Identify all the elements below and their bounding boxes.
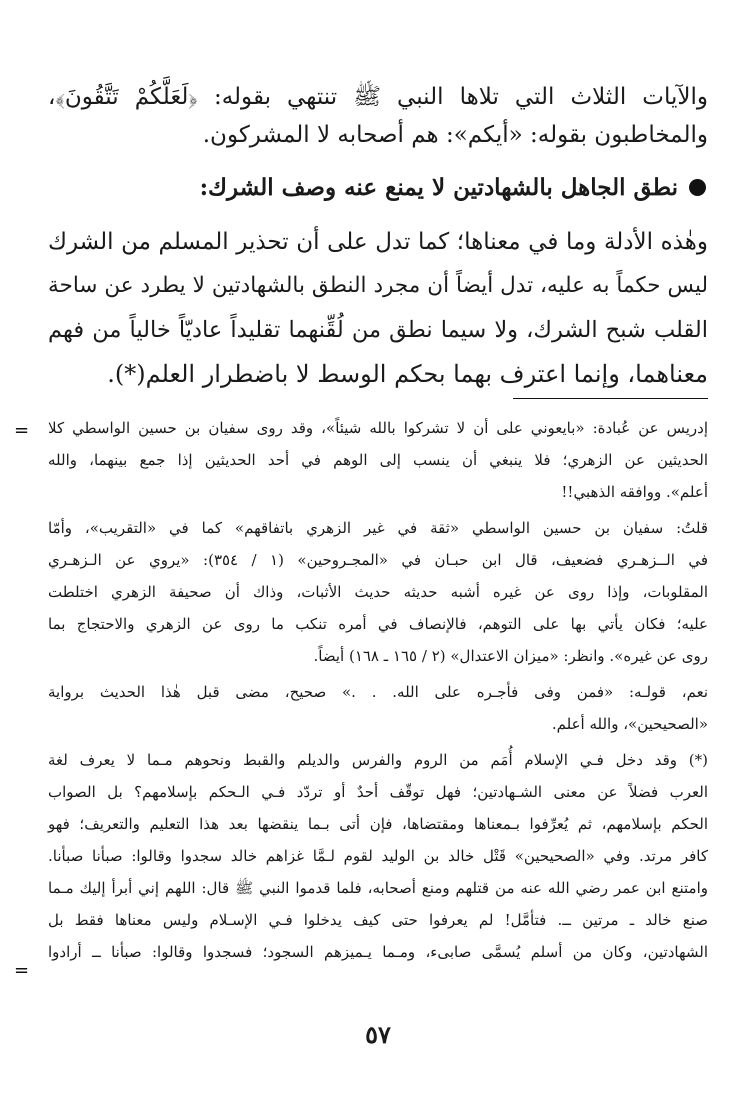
paragraph-1 [48,78,708,154]
footnote-line: نعم، قولـه: «فمن وفى فأجـره على الله. . .» صحيح، مضى قبل هٰذا الحديث برواية [48,683,708,701]
page-number: ٥٧ [365,1020,391,1049]
footnotes [48,412,708,972]
footnote-block [48,412,708,508]
bullet-icon [689,179,706,196]
section-heading [48,166,708,210]
paragraph-1-line: والآيات الثلاث التي تلاها النبي ﷺ تنتهي بقوله: ﴿لَعَلَّكُمْ تَتَّقُونَ﴾، [48,84,708,110]
paragraph-2-line: وهٰذه الأدلة وما في معناها؛ كما تدل على أن تحذير المسلم من الشرك [48,229,708,255]
paragraph-2-line: القلب شبح الشرك، ولا سيما نطق من لُقِّنهما تقليداً عاديّاً خالياً من فهم [48,317,708,343]
footnote-continuation-mark: = [14,420,30,441]
footnote-line: أعلم». ووافقه الذهبي!! [561,483,708,501]
paragraph-1-line: والمخاطبون بقوله: «أيكم»: هم أصحابه لا المشركون. [202,122,708,148]
footnote-line: كافر مرتد. وفي «الصحيحين» قَتْل خالد بن الوليد لقوم لـمَّا غزاهم خالد سجدوا وقالوا: صبأنا صبأنا. [48,847,708,865]
footnote-line: الشهادتين، وكان من أسلم يُسمَّى صابىء، ومـما يـميزهم السجود؛ فسجدوا وقالوا: صبأنا ــ أرادوا [48,943,708,961]
footnote-line: إدريس عن عُبادة: «بايعوني على أن لا تشركوا بالله شيئاً»، وقد روى سفيان بن حسين الواسطي كلا [48,419,708,437]
footnote-line: العرب فضلاً عن معنى الشـهادتين؛ فهل توقّف أحدٌ أو تردّد فـي الـحكم بإسلامهم؟ بل الصواب [48,783,708,801]
section-heading-text: نطق الجاهل بالشهادتين لا يمنع عنه وصف الشرك: [199,174,678,201]
main-text [48,78,708,396]
footnote-continuation-mark: = [14,960,30,981]
footnote-line: قلتُ: سفيان بن حسين الواسطي «ثقة في غير الزهري باتفاقهم» كما في «التقريب»، وأمّا [48,519,708,537]
footnote-line: (*) وقد دخل فـي الإسلام أُمَم من الروم والفرس والديلم والقبط ونحوهم مـما لا يعرف لغة [48,751,708,769]
footnote-line: عليه؛ فكان يأتي بها على التوهم، فالإنصاف في أمره تنكب ما روى عن الزهري والاحتجاج بما [48,615,708,633]
footnote-line: وامتنع ابن عمر رضي الله عنه من قتلهم ومنع أصحابه، فلما قدموا النبي ﷺ قال: اللهم إني أبرأ إليك مـما [48,879,708,897]
footnote-line: روى عن غيره». وانظر: «ميزان الاعتدال» (٢ / ١٦٥ ـ ١٦٨) أيضاً. [313,647,708,665]
footnote-block [48,676,708,740]
footnote-block [48,744,708,968]
footnote-block [48,512,708,672]
paragraph-2-line: ليس حكماً به عليه، تدل أيضاً أن مجرد النطق بالشهادتين لا يطرد عن ساحة [48,273,708,298]
footnote-line: المقلوبات، وإذا روى عن غيره أشبه حديثه حديث الأثبات، وذاك أن صحيفة الزهري اختلطت [48,583,708,601]
footnote-line: «الصحيحين»، والله أعلم. [551,715,708,733]
footnote-divider [513,398,708,399]
footnote-line: الحكم بإسلامهم، ثم يُعرِّفوا بـمعناها ومقتضاها، فإن أتى بـما ينقضها بعد هذا التعليم والتعريف؛ فهو [48,815,708,833]
footnote-line: صنع خالد ـ مرتين ــ. فتأمَّل! لم يعرفوا حتى كيف يدخلوا فـي الإسـلام وليس معناها فقط بل [48,911,708,929]
footnote-line: في الــزهـري فضعيف، قال ابن حبـان في «المجـروحين» (١ / ٣٥٤): «يروي عن الـزهـري [48,551,708,569]
paragraph-2 [48,220,708,396]
footnote-line: الحديثين عن الزهري؛ فلا ينبغي أن ينسب إلى الوهم في أحد الحديثين إذا جمع بينهما، والله [48,451,708,469]
paragraph-2-line: معناهما، وإنما اعترف بهما بحكم الوسط لا باضطرار العلم(*). [107,360,708,388]
